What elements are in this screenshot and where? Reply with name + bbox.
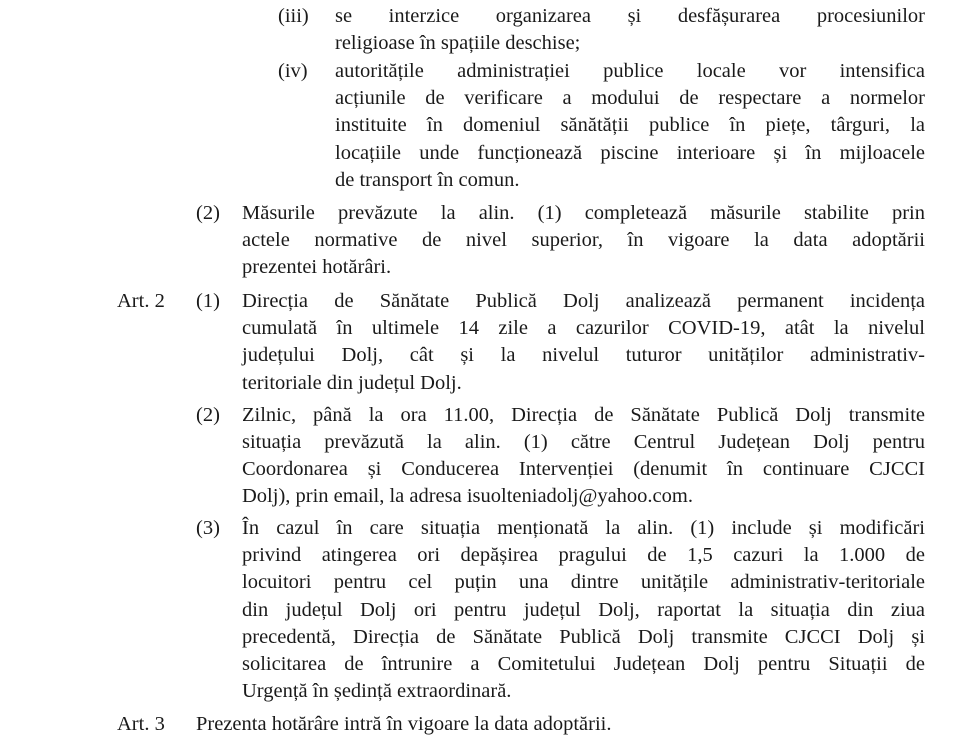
subitem-number: (iii)	[278, 5, 309, 27]
subitem-number: (iv)	[278, 60, 308, 82]
text-line: Prezenta hotărâre intră în vigoare la data adoptării.	[196, 713, 612, 735]
text-line: prezentei hotărâri.	[242, 256, 392, 278]
text-line: teritoriale din județul Dolj.	[242, 372, 462, 394]
text-line: privind atingerea ori depășirea pragului de 1,5 cazuri la 1.000 de	[242, 544, 925, 566]
paragraph-number: (2)	[196, 202, 220, 224]
text-line: Zilnic, până la ora 11.00, Direcția de Sănătate Publică Dolj transmite	[242, 404, 925, 426]
text-line: cumulată în ultimele 14 zile a cazurilor COVID-19, atât la nivelul	[242, 317, 925, 339]
text-line: religioase în spațiile deschise;	[335, 32, 581, 54]
text-line: autoritățile administrației publice locale vor intensifica	[335, 60, 925, 82]
text-line: actele normative de nivel superior, în vigoare la data adoptării	[242, 229, 925, 251]
text-line: județului Dolj, cât și la nivelul tuturor unităților administrativ-	[242, 344, 925, 366]
paragraph-number: (3)	[196, 517, 220, 539]
text-line: de transport în comun.	[335, 169, 520, 191]
text-line: acțiunile de verificare a modului de respectare a normelor	[335, 87, 925, 109]
paragraph-number: (2)	[196, 404, 220, 426]
text-line: locațiile unde funcționează piscine interioare și în mijloacele	[335, 142, 925, 164]
text-line: instituite în domeniul sănătății publice în piețe, târguri, la	[335, 114, 925, 136]
text-line: Coordonarea și Conducerea Intervenției (denumit în continuare CJCCI	[242, 458, 925, 480]
text-line: Măsurile prevăzute la alin. (1) completează măsurile stabilite prin	[242, 202, 925, 224]
article-label: Art. 2	[117, 290, 165, 312]
text-line: Direcția de Sănătate Publică Dolj analizează permanent incidența	[242, 290, 925, 312]
text-line: locuitori pentru cel puțin una dintre unitățile administrativ-teritoriale	[242, 571, 925, 593]
text-line: Urgență în ședință extraordinară.	[242, 680, 512, 702]
text-line: se interzice organizarea și desfășurarea procesiunilor	[335, 5, 925, 27]
text-line: situația prevăzută la alin. (1) către Centrul Județean Dolj pentru	[242, 431, 925, 453]
text-line: precedentă, Direcția de Sănătate Publică Dolj transmite CJCCI Dolj și	[242, 626, 925, 648]
article-label: Art. 3	[117, 713, 165, 735]
text-line: solicitarea de întrunire a Comitetului Județean Dolj pentru Situații de	[242, 653, 925, 675]
text-line: În cazul în care situația menționată la alin. (1) include și modificări	[242, 517, 925, 539]
text-line: Dolj), prin email, la adresa isuolteniadolj@yahoo.com.	[242, 485, 693, 507]
paragraph-number: (1)	[196, 290, 220, 312]
text-line: din județul Dolj ori pentru județul Dolj, raportat la situația din ziua	[242, 599, 925, 621]
